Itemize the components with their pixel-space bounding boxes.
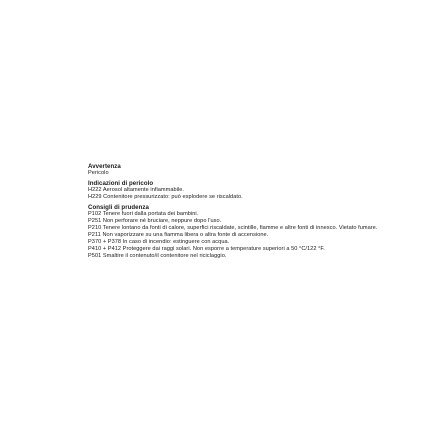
precautionary-statements-heading: Consigli di prudenza: [88, 204, 149, 212]
precautionary-statement-p211: P211 Non vaporizzare su una fiamma libera o altra fonte di accensione.: [88, 232, 269, 239]
warning-heading: Avvertenza: [88, 163, 121, 170]
hazard-statement-h222: H222 Aerosol altamente infiammabile.: [88, 187, 185, 194]
precautionary-statement-p410-p412: P410 + P412 Proteggere dai raggi solari. Non esporre a temperature superiori a 50 °C/122 °F.: [88, 245, 325, 252]
signal-word: Pericolo: [88, 170, 109, 177]
precautionary-statement-p210: P210 Tenere lontano da fonti di calore, superfici riscaldate, scintille, fiamme e altre fonti di innesco. Vietato fumare.: [88, 225, 378, 232]
precautionary-statement-p102: P102 Tenere fuori dalla portata dei bambini.: [88, 211, 199, 218]
precautionary-statement-p501: P501 Smaltire il contenuto/il contenitore nel riciclaggio.: [88, 252, 227, 259]
precautionary-statement-p370-p378: P370 + P378 In caso di incendio: estinguere con acqua.: [88, 238, 230, 245]
hazard-statements-heading: Indicazioni di pericolo: [88, 180, 154, 188]
safety-information-block: [88, 163, 444, 260]
hazard-statement-h229: H229 Contenitore pressurizzato: può esplodere se riscaldato.: [88, 194, 243, 201]
precautionary-statement-p251: P251 Non perforare né bruciare, neppure dopo l'uso.: [88, 218, 222, 225]
